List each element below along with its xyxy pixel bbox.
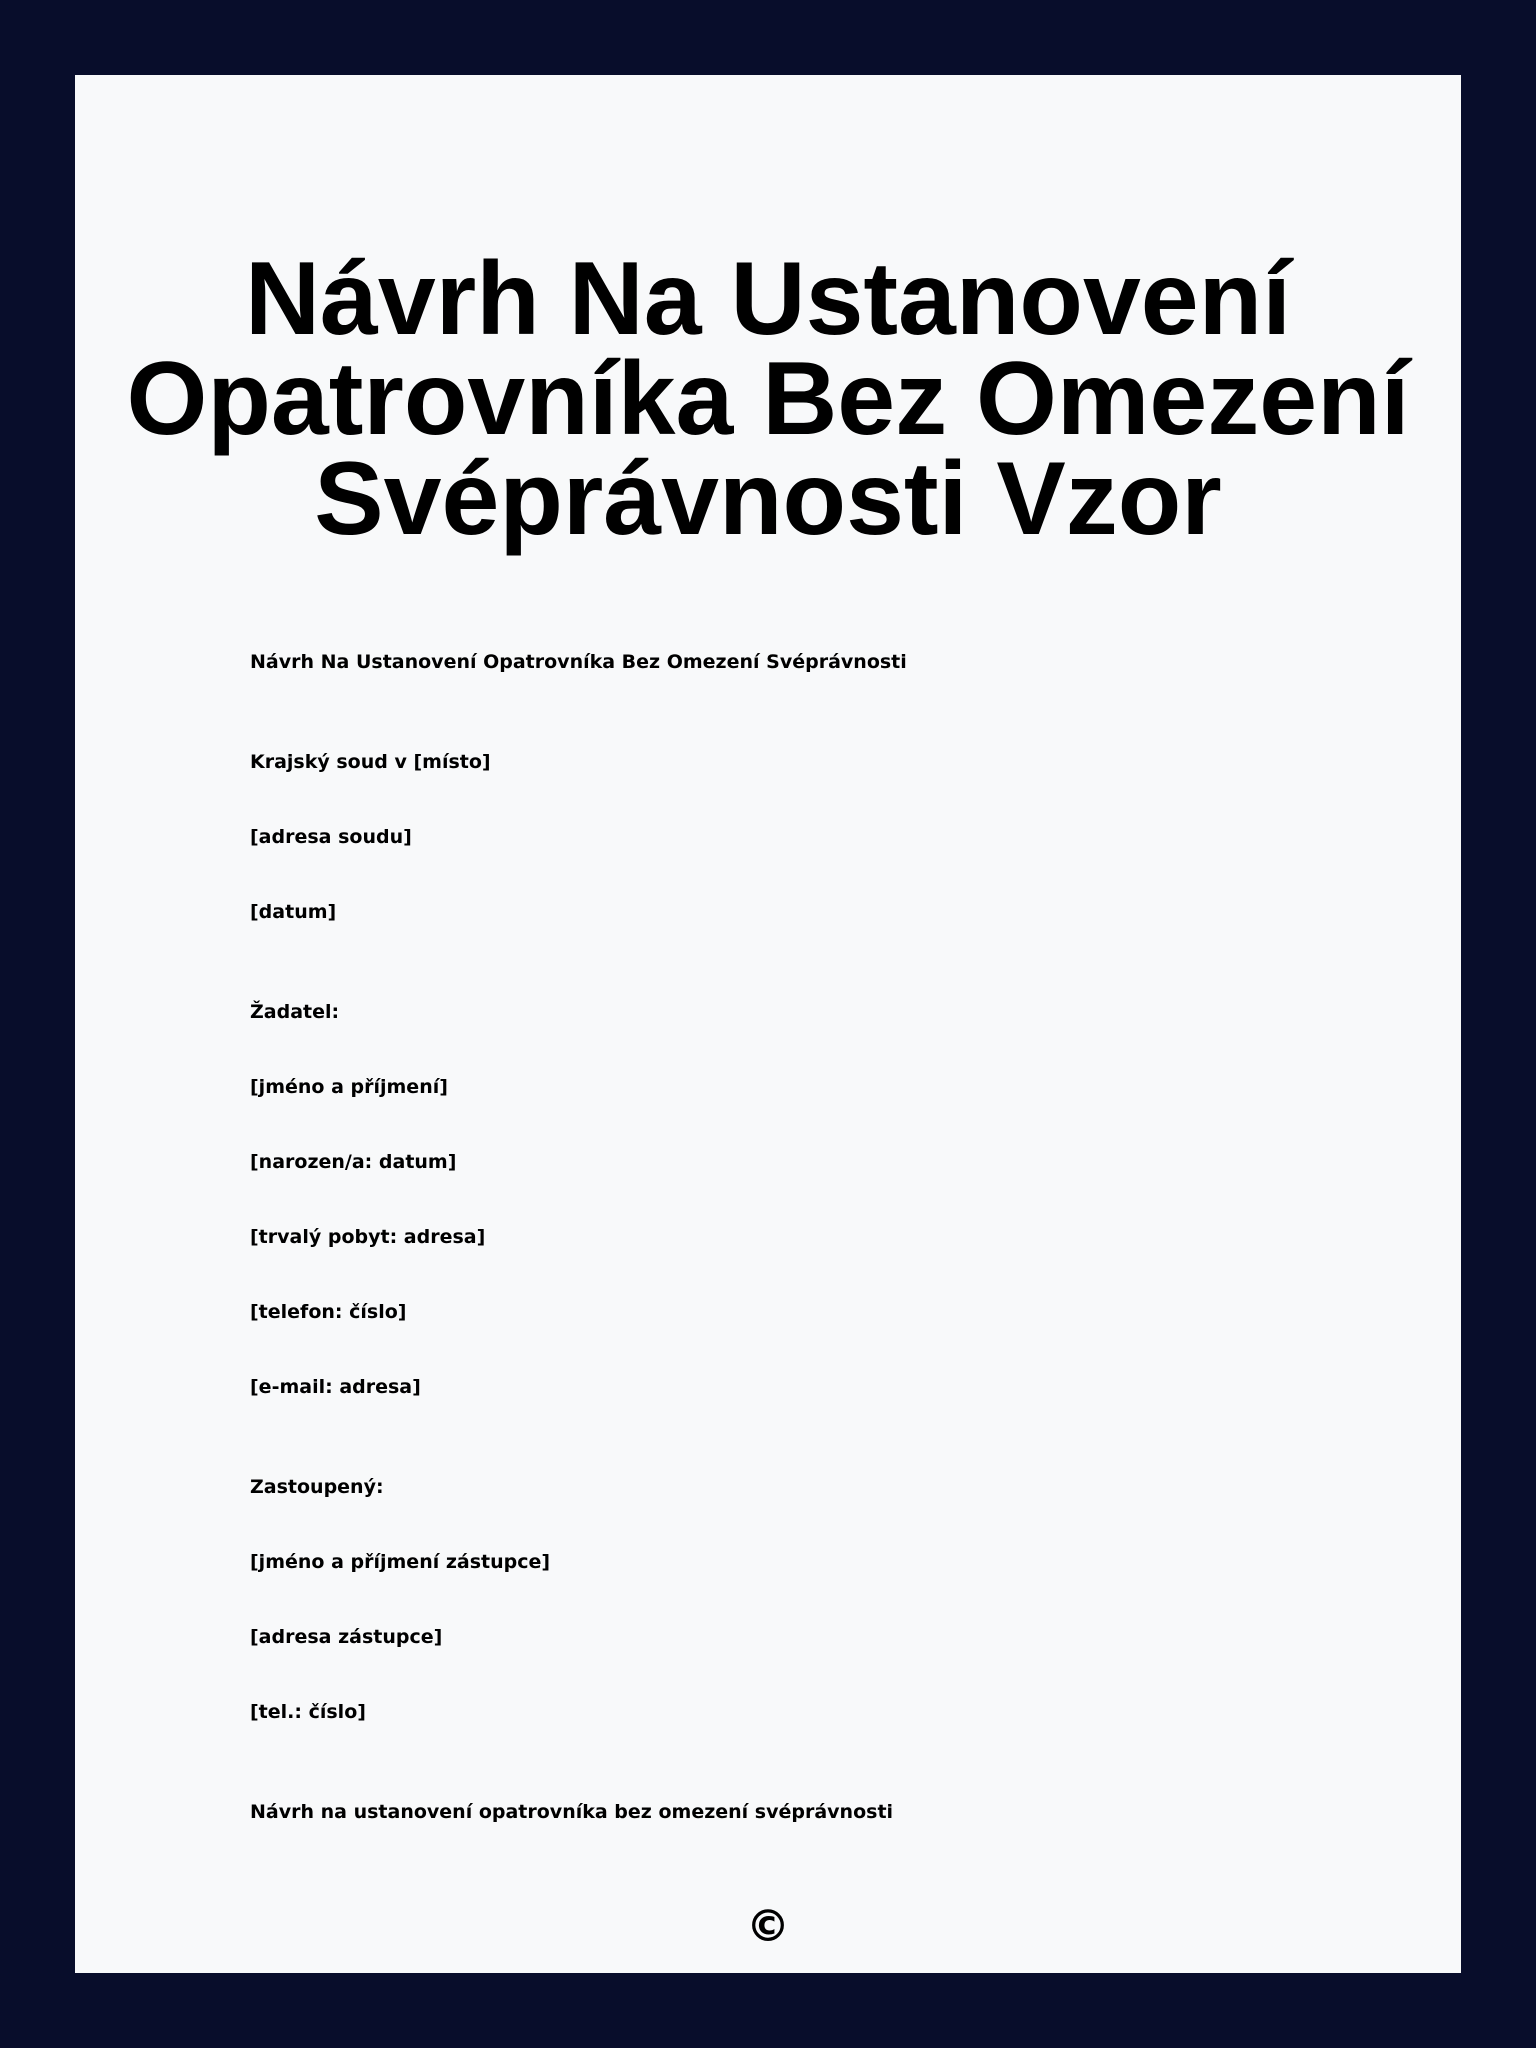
document-subject: Návrh na ustanovení opatrovníka bez omezení svéprávnosti	[250, 1801, 894, 1823]
court-date: [datum]	[250, 901, 337, 923]
court-name: Krajský soud v [místo]	[250, 751, 491, 773]
representative-address: [adresa zástupce]	[250, 1626, 443, 1648]
document-title: Návrh Na Ustanovení Opatrovníka Bez Omezení Svéprávnosti Vzor	[126, 241, 1410, 557]
applicant-phone: [telefon: číslo]	[250, 1301, 407, 1323]
applicant-name: [jméno a příjmení]	[250, 1076, 448, 1098]
applicant-label: Žadatel:	[250, 1001, 340, 1023]
representative-phone: [tel.: číslo]	[250, 1701, 366, 1723]
document-page	[75, 75, 1461, 1973]
court-address: [adresa soudu]	[250, 826, 412, 848]
applicant-born: [narozen/a: datum]	[250, 1151, 457, 1173]
applicant-residence: [trvalý pobyt: adresa]	[250, 1226, 486, 1248]
document-heading: Návrh Na Ustanovení Opatrovníka Bez Omezení Svéprávnosti	[250, 651, 907, 673]
representative-name: [jméno a příjmení zástupce]	[250, 1551, 551, 1573]
representative-label: Zastoupený:	[250, 1476, 384, 1498]
copyright-icon: ©	[746, 1901, 790, 1952]
applicant-email: [e-mail: adresa]	[250, 1376, 421, 1398]
